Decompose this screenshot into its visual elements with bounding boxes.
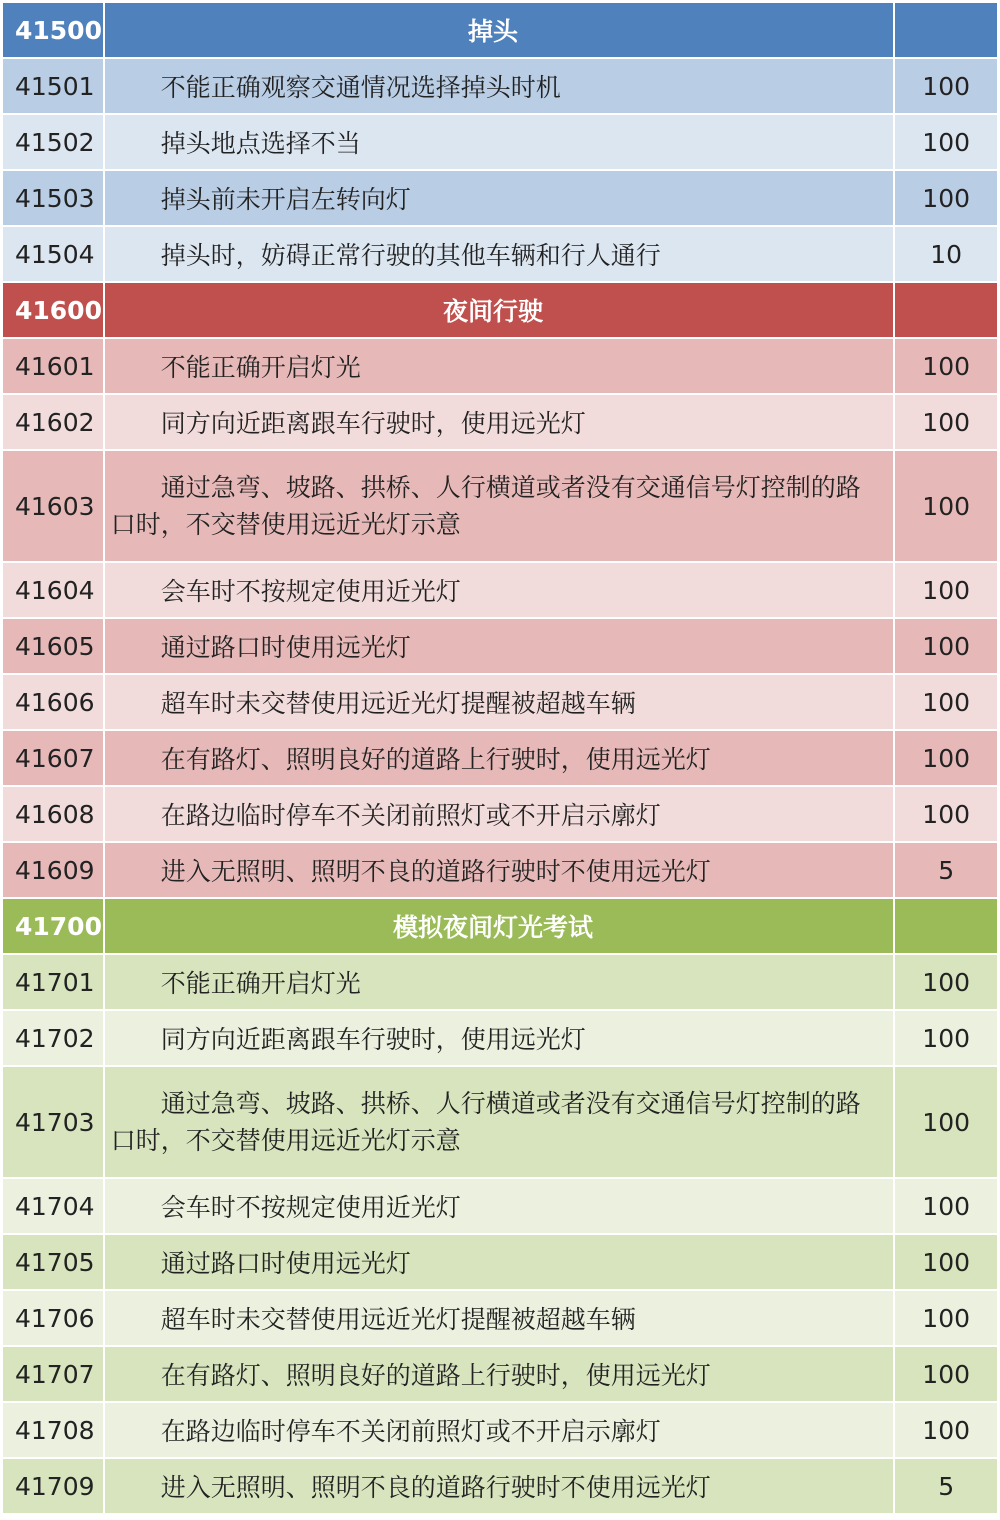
table-row: [3, 115, 997, 169]
item-description: 进入无照明、照明不良的道路行驶时不使用远光灯: [105, 843, 894, 897]
table-row: [3, 1179, 997, 1233]
section-title: 夜间行驶: [105, 283, 894, 337]
item-code: 41702: [3, 1011, 103, 1065]
item-description: 在路边临时停车不关闭前照灯或不开启示廓灯: [105, 1403, 894, 1457]
item-score: 100: [895, 1011, 997, 1065]
item-score: 100: [895, 787, 997, 841]
item-description: 同方向近距离跟车行驶时，使用远光灯: [105, 1011, 894, 1065]
table-row: [3, 227, 997, 281]
item-code: 41603: [3, 451, 103, 561]
item-score: 100: [895, 1347, 997, 1401]
item-code: 41705: [3, 1235, 103, 1289]
section-code: 41600: [3, 283, 103, 337]
item-score: 100: [895, 1179, 997, 1233]
table-row: [3, 1459, 997, 1513]
item-code: 41605: [3, 619, 103, 673]
item-description: 超车时未交替使用远近光灯提醒被超越车辆: [105, 1291, 894, 1345]
item-score: 100: [895, 955, 997, 1009]
item-code: 41604: [3, 563, 103, 617]
item-score: 100: [895, 339, 997, 393]
item-score: 100: [895, 675, 997, 729]
section-header-row: [3, 3, 997, 57]
item-description: 不能正确观察交通情况选择掉头时机: [105, 59, 894, 113]
item-code: 41609: [3, 843, 103, 897]
section-score-cell: [895, 283, 997, 337]
table-row: [3, 955, 997, 1009]
table-row: [3, 1291, 997, 1345]
item-description: 在有路灯、照明良好的道路上行驶时，使用远光灯: [105, 731, 894, 785]
item-description: 通过急弯、坡路、拱桥、人行横道或者没有交通信号灯控制的路口时，不交替使用远近光灯示意: [105, 1067, 894, 1177]
item-score: 100: [895, 1403, 997, 1457]
item-code: 41606: [3, 675, 103, 729]
section-header-row: [3, 899, 997, 953]
table-row: [3, 843, 997, 897]
item-code: 41709: [3, 1459, 103, 1513]
table-row: [3, 563, 997, 617]
item-description: 掉头地点选择不当: [105, 115, 894, 169]
table-row: [3, 787, 997, 841]
item-code: 41607: [3, 731, 103, 785]
item-description: 掉头时，妨碍正常行驶的其他车辆和行人通行: [105, 227, 894, 281]
item-description: 在路边临时停车不关闭前照灯或不开启示廓灯: [105, 787, 894, 841]
item-code: 41707: [3, 1347, 103, 1401]
item-score: 5: [895, 1459, 997, 1513]
item-score: 100: [895, 1235, 997, 1289]
table-row: [3, 339, 997, 393]
item-score: 100: [895, 59, 997, 113]
item-score: 10: [895, 227, 997, 281]
table-row: [3, 1067, 997, 1177]
item-score: 100: [895, 731, 997, 785]
item-code: 41708: [3, 1403, 103, 1457]
item-description: 不能正确开启灯光: [105, 955, 894, 1009]
table-row: [3, 1011, 997, 1065]
item-score: 100: [895, 1291, 997, 1345]
item-code: 41502: [3, 115, 103, 169]
item-code: 41703: [3, 1067, 103, 1177]
item-description: 超车时未交替使用远近光灯提醒被超越车辆: [105, 675, 894, 729]
table-row: [3, 171, 997, 225]
table-row: [3, 59, 997, 113]
item-description: 会车时不按规定使用近光灯: [105, 1179, 894, 1233]
section-score-cell: [895, 3, 997, 57]
table-row: [3, 1403, 997, 1457]
section-code: 41500: [3, 3, 103, 57]
section-code: 41700: [3, 899, 103, 953]
table-row: [3, 675, 997, 729]
section-title: 模拟夜间灯光考试: [105, 899, 894, 953]
item-score: 100: [895, 171, 997, 225]
table-row: [3, 395, 997, 449]
item-score: 100: [895, 115, 997, 169]
table-row: [3, 619, 997, 673]
item-code: 41504: [3, 227, 103, 281]
item-score: 5: [895, 843, 997, 897]
item-code: 41608: [3, 787, 103, 841]
item-description: 通过急弯、坡路、拱桥、人行横道或者没有交通信号灯控制的路口时，不交替使用远近光灯示意: [105, 451, 894, 561]
table-row: [3, 731, 997, 785]
section-score-cell: [895, 899, 997, 953]
item-code: 41701: [3, 955, 103, 1009]
item-score: 100: [895, 451, 997, 561]
item-description: 同方向近距离跟车行驶时，使用远光灯: [105, 395, 894, 449]
item-score: 100: [895, 1067, 997, 1177]
item-code: 41503: [3, 171, 103, 225]
item-description: 会车时不按规定使用近光灯: [105, 563, 894, 617]
item-score: 100: [895, 395, 997, 449]
section-title: 掉头: [105, 3, 894, 57]
item-description: 进入无照明、照明不良的道路行驶时不使用远光灯: [105, 1459, 894, 1513]
item-description: 不能正确开启灯光: [105, 339, 894, 393]
item-code: 41501: [3, 59, 103, 113]
section-header-row: [3, 283, 997, 337]
table-row: [3, 1235, 997, 1289]
table-row: [3, 451, 997, 561]
table-row: [3, 1347, 997, 1401]
item-code: 41601: [3, 339, 103, 393]
item-code: 41706: [3, 1291, 103, 1345]
item-score: 100: [895, 619, 997, 673]
item-score: 100: [895, 563, 997, 617]
item-description: 掉头前未开启左转向灯: [105, 171, 894, 225]
item-description: 通过路口时使用远光灯: [105, 619, 894, 673]
item-description: 通过路口时使用远光灯: [105, 1235, 894, 1289]
item-description: 在有路灯、照明良好的道路上行驶时，使用远光灯: [105, 1347, 894, 1401]
item-code: 41602: [3, 395, 103, 449]
item-code: 41704: [3, 1179, 103, 1233]
